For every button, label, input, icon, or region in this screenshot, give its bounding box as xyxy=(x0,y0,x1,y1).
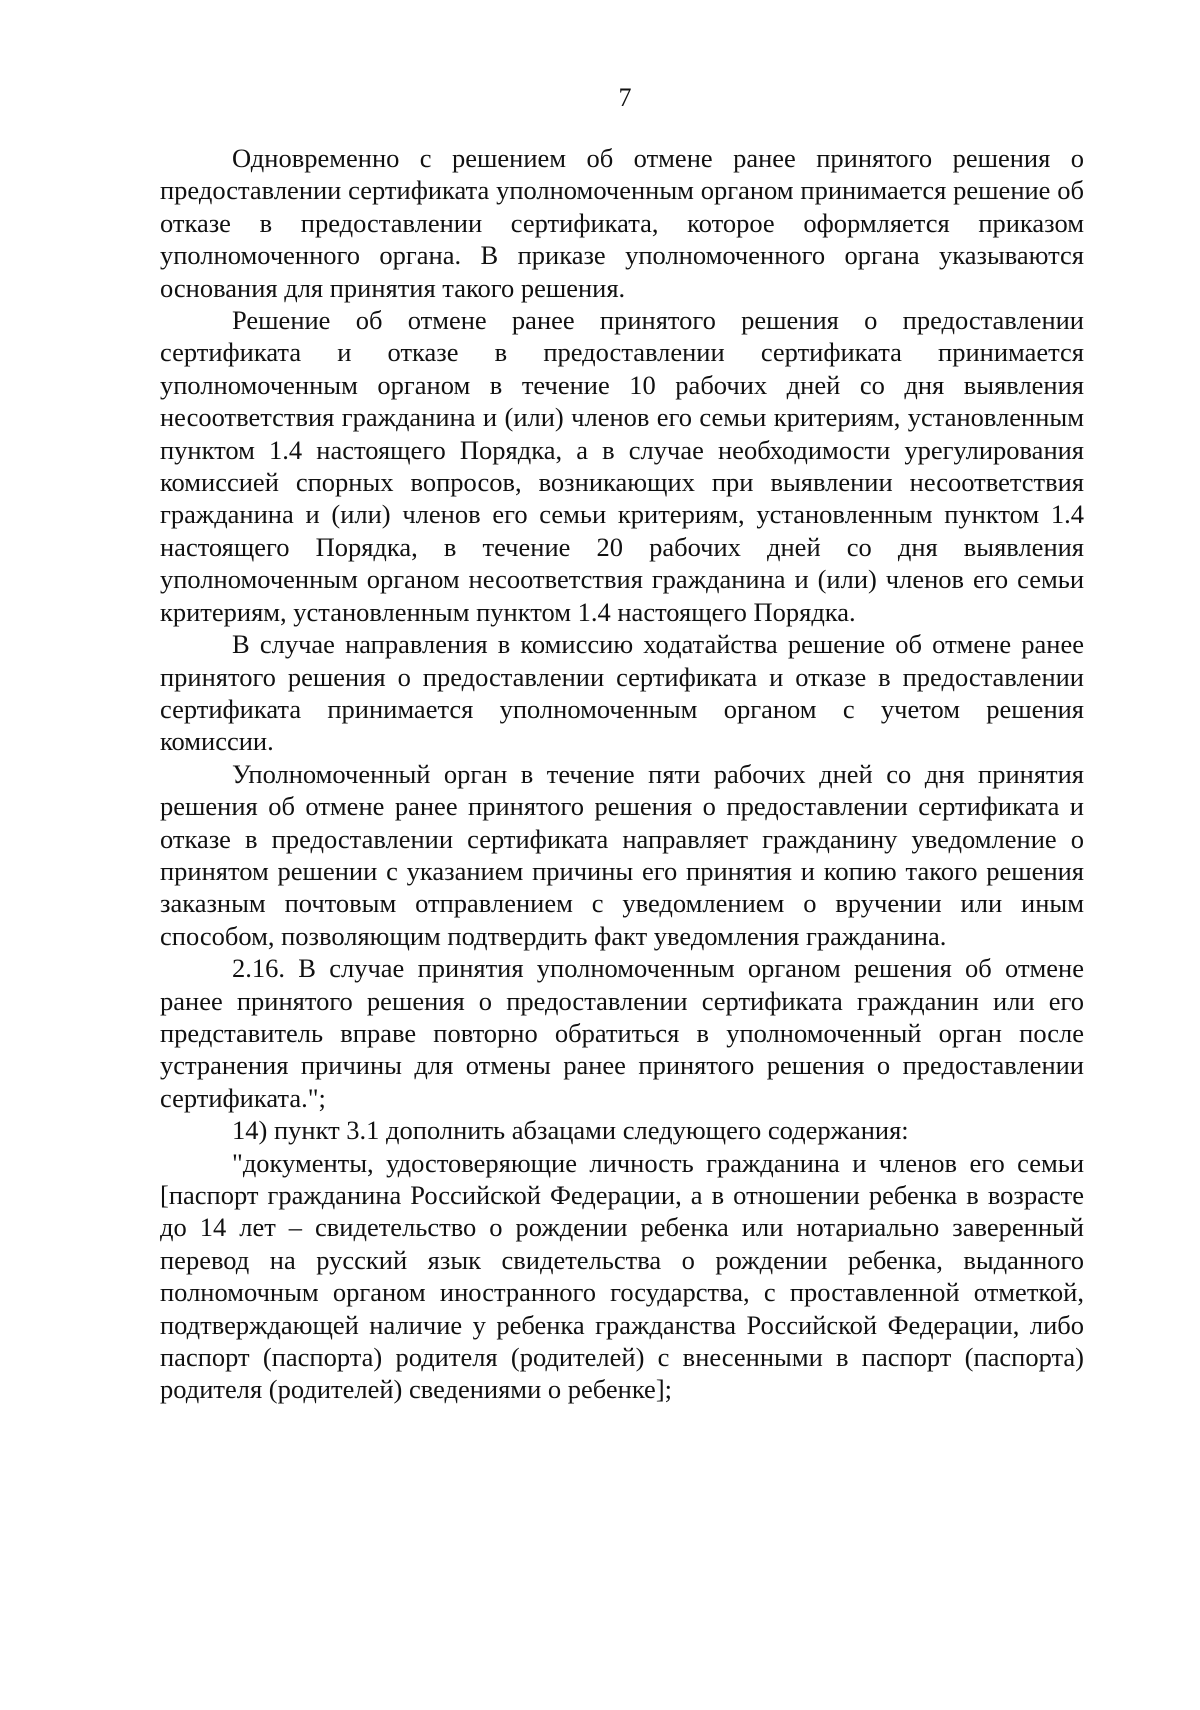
paragraph-7: "документы, удостоверяющие личность гражданина и членов его семьи [паспорт гражданина Российской Федерации, а в отношении ребенка в возрасте до 14 лет – свидетельство о рождении ребенка или нотариально заверенный перевод на русский язык свидетельства о рождении ребенка, выданного полномочным органом иностранного государства, с проставленной отметкой, подтверждающей наличие у ребенка гражданства Российской Федерации, либо паспорт (паспорта) родителя (родителей) с внесенными в паспорт (паспорта) родителя (родителей) сведениями о ребенке]; xyxy=(160,1147,1084,1405)
paragraph-1: Одновременно с решением об отмене ранее принятого решения о предоставлении сертификата уполномоченным органом принимается решение об отказе в предоставлении сертификата, которое оформляется приказом уполномоченного органа. В приказе уполномоченного органа указываются основания для принятия такого решения. xyxy=(160,143,1084,303)
paragraph-6: 14) пункт 3.1 дополнить абзацами следующего содержания: xyxy=(232,1115,909,1146)
paragraph-3: В случае направления в комиссию ходатайства решение об отмене ранее принятого решения о предоставлении сертификата и отказе в предоставлении сертификата принимается уполномоченным органом с учетом решения комиссии. xyxy=(160,629,1084,757)
paragraph-4: Уполномоченный орган в течение пяти рабочих дней со дня принятия решения об отмене ранее принятого решения о предоставлении сертификата и отказе в предоставлении сертификата направляет гражданину уведомление о принятом решении с указанием причины его принятия и копию такого решения заказным почтовым отправлением с уведомлением о вручении или иным способом, позволяющим подтвердить факт уведомления гражданина. xyxy=(160,758,1084,951)
paragraph-5: 2.16. В случае принятия уполномоченным органом решения об отмене ранее принятого решения о предоставлении сертификата гражданин или его представитель вправе повторно обратиться в уполномоченный орган после устранения причины для отмены ранее принятого решения о предоставлении сертификата."; xyxy=(160,953,1084,1113)
paragraph-2: Решение об отмене ранее принятого решения о предоставлении сертификата и отказе в предоставлении сертификата принимается уполномоченным органом в течение 10 рабочих дней со дня выявления несоответствия гражданина и (или) членов его семьи критериям, установленным пунктом 1.4 настоящего Порядка, а в случае необходимости урегулирования комиссией спорных вопросов, возникающих при выявлении несоответствия гражданина и (или) членов его семьи критериям, установленным пунктом 1.4 настоящего Порядка, в течение 20 рабочих дней со дня выявления уполномоченным органом несоответствия гражданина и (или) членов его семьи критериям, установленным пунктом 1.4 настоящего Порядка. xyxy=(160,305,1084,627)
page-number: 7 xyxy=(618,83,632,112)
document-body xyxy=(160,142,1084,1406)
